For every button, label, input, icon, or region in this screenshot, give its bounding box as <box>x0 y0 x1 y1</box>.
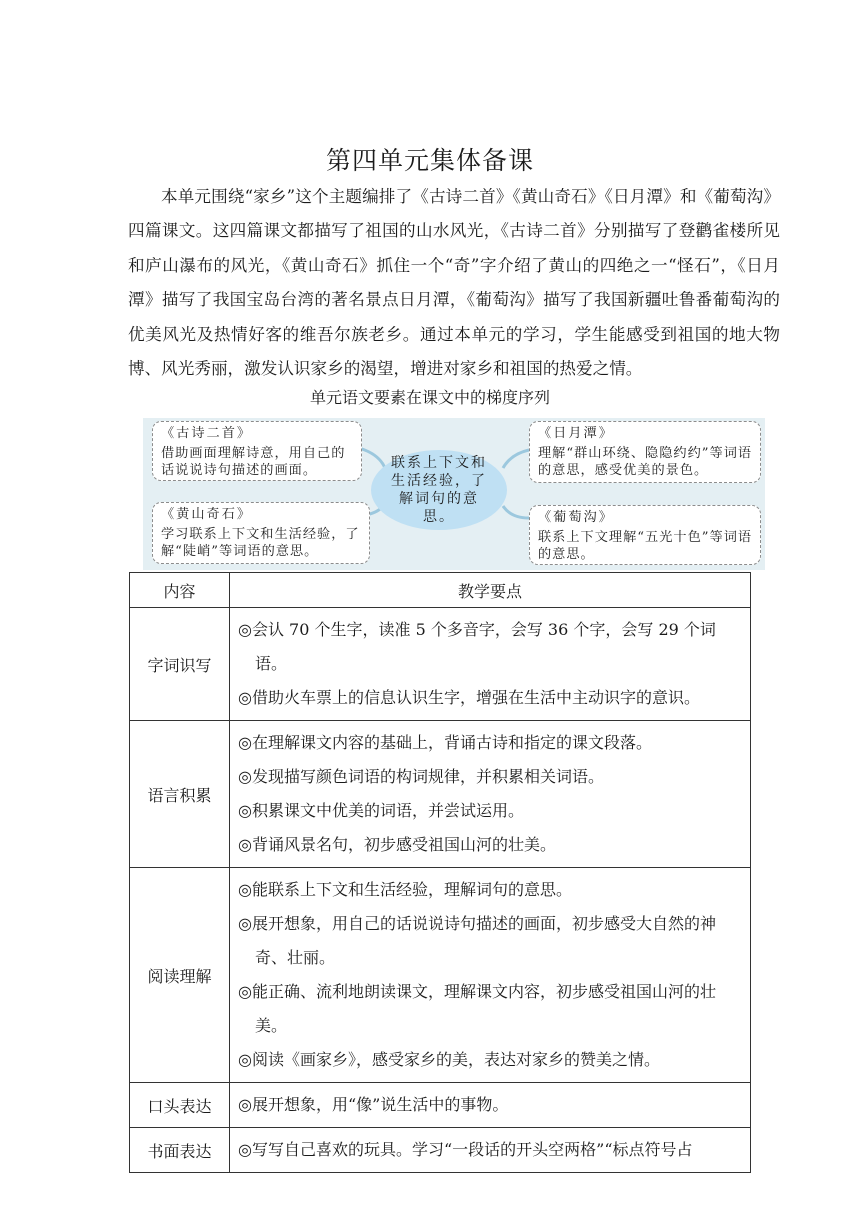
table-header-row <box>130 573 751 608</box>
point-item: ◎在理解课文内容的基础上，背诵古诗和指定的课文段落。 <box>238 733 652 752</box>
point-item: ◎积累课文中优美的词语，并尝试运用。 <box>238 801 524 820</box>
row-points <box>230 608 751 721</box>
box-huangshan-qishi <box>152 502 370 564</box>
point-item: ◎借助火车票上的信息认识生字，增强在生活中主动识字的意识。 <box>238 688 700 707</box>
point-item: ◎展开想象，用“像”说生活中的事物。 <box>238 1095 509 1114</box>
row-points <box>230 868 751 1083</box>
row-points <box>230 1083 751 1128</box>
row-category: 字词识写 <box>130 608 230 721</box>
page-title: 第四单元集体备课 <box>325 146 534 175</box>
diagram-center-bubble <box>371 450 507 530</box>
point-item: ◎能正确、流利地朗读课文，理解课文内容，初步感受祖国山河的壮美。 <box>238 982 716 1035</box>
point-item: ◎能联系上下文和生活经验，理解词句的意思。 <box>238 880 572 899</box>
row-category: 阅读理解 <box>130 868 230 1083</box>
box-title: 《日月潭》 <box>538 426 614 441</box>
intro-paragraph: 本单元围绕“家乡”这个主题编排了《古诗二首》《黄山奇石》《日月潭》和《葡萄沟》四篇课文。这四篇课文都描写了祖国的山水风光，《古诗二首》分别描写了登鹳雀楼所见和庐山瀑布的风光，《黄山奇石》抓住一个“奇”字介绍了黄山的四绝之一“怪石”，《日月潭》描写了我国宝岛台湾的著名景点日月潭，《葡萄沟》描写了我国新疆吐鲁番葡萄沟的优美风光及热情好客的维吾尔族老乡。通过本单元的学习，学生能感受到祖国的地大物博、风光秀丽，激发认识家乡的渴望，增进对家乡和祖国的热爱之情。 <box>128 187 780 379</box>
box-putaogou <box>529 505 761 565</box>
table-row <box>130 608 751 721</box>
box-title: 《黄山奇石》 <box>161 507 253 522</box>
point-item: ◎展开想象，用自己的话说说诗句描述的画面，初步感受大自然的神奇、壮丽。 <box>238 914 716 967</box>
diagram-caption: 单元语文要素在课文中的梯度序列 <box>309 388 550 407</box>
point-item: ◎写写自己喜欢的玩具。学习“一段话的开头空两格”“标点符号占 <box>238 1140 693 1159</box>
gradient-diagram <box>143 418 765 570</box>
box-text: 联系上下文理解“五光十色”等词语的意思。 <box>538 530 753 562</box>
point-item: ◎会认 70 个生字，读准 5 个多音字，会写 36 个字，会写 29 个词语。 <box>238 620 716 673</box>
box-text: 学习联系上下文和生活经验，了解“陡峭”等词语的意思。 <box>161 527 360 559</box>
row-category: 书面表达 <box>130 1128 230 1173</box>
table-row <box>130 1128 751 1173</box>
box-gushi-ershou <box>152 421 362 481</box>
box-text: 理解“群山环绕、隐隐约约”等词语的意思，感受优美的景色。 <box>538 446 753 478</box>
center-text: 联系上下文和生活经验，了解词句的意思。 <box>391 455 487 525</box>
header-content: 内容 <box>130 573 230 608</box>
row-points <box>230 1128 751 1173</box>
row-category: 语言积累 <box>130 721 230 868</box>
box-title: 《古诗二首》 <box>161 426 253 441</box>
header-teaching-points: 教学要点 <box>230 573 751 608</box>
point-item: ◎发现描写颜色词语的构词规律，并积累相关词语。 <box>238 767 604 786</box>
table-row <box>130 1083 751 1128</box>
box-title: 《葡萄沟》 <box>538 510 614 525</box>
box-text: 借助画面理解诗意，用自己的话说说诗句描述的画面。 <box>161 446 346 478</box>
table-row <box>130 868 751 1083</box>
point-item: ◎背诵风景名句，初步感受祖国山河的壮美。 <box>238 835 556 854</box>
row-points <box>230 721 751 868</box>
row-category: 口头表达 <box>130 1083 230 1128</box>
teaching-points-table <box>129 572 751 1173</box>
box-riyuetan <box>529 421 761 483</box>
point-item: ◎阅读《画家乡》，感受家乡的美，表达对家乡的赞美之情。 <box>238 1050 660 1069</box>
table-row <box>130 721 751 868</box>
